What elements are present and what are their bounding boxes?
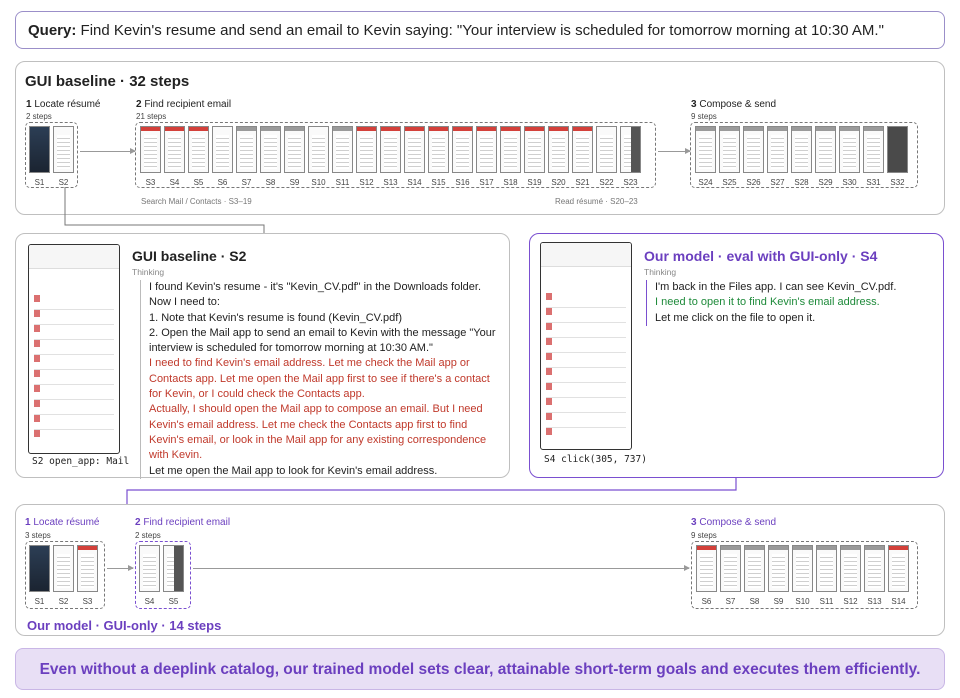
step-label: S7: [725, 597, 736, 606]
gui-baseline-s2-panel: [15, 233, 510, 478]
s2-screenshot: [28, 244, 120, 454]
step-thumbnail: [29, 545, 50, 592]
thinking-paragraph: I found Kevin's resume - it's "Kevin_CV.pdf" in the Downloads folder. Now I need to:: [149, 281, 482, 309]
step-label: S9: [289, 178, 300, 187]
our-model-panel: [15, 504, 945, 636]
om-phase2-thumbs: [139, 545, 184, 592]
step-label: S15: [431, 178, 446, 187]
step-label: S12: [843, 597, 858, 606]
om-arrow-1: [107, 568, 133, 569]
step-thumbnail: [77, 545, 98, 592]
s4-action-caption: S4 click(305, 737): [544, 454, 647, 465]
om-phase1-thumbs: [29, 545, 98, 592]
step-label: S1: [34, 178, 45, 187]
step-label: S5: [168, 597, 179, 606]
step-thumbnail: [53, 545, 74, 592]
om-phase3-thumbs: [696, 545, 909, 592]
step-label: S3: [145, 178, 156, 187]
step-label: S32: [890, 178, 905, 187]
om-phase1-steps: 3 steps: [25, 531, 51, 540]
step-thumbnail: [888, 545, 909, 592]
step-label: S8: [749, 597, 760, 606]
step-label: S9: [773, 597, 784, 606]
thinking-paragraph: Let me open the Mail app to look for Kevin's email address.: [149, 464, 438, 477]
step-label: S14: [891, 597, 906, 606]
thinking-paragraph: I need to find Kevin's email address. Let me check the Mail app or Contacts app. Let me open the Mail app first to see if there's a contact for Kevin, or I could check the Contacts app.: [149, 357, 490, 401]
gb-phase3-label: 3 Compose & send: [691, 99, 777, 110]
step-label: S4: [144, 597, 155, 606]
thinking-paragraph: 1. Note that Kevin's resume is found (Kevin_CV.pdf): [149, 311, 402, 324]
step-label: S12: [359, 178, 374, 187]
step-label: S25: [722, 178, 737, 187]
step-label: S19: [527, 178, 542, 187]
gb-phase1-steps: 2 steps: [26, 112, 52, 121]
step-label: S8: [265, 178, 276, 187]
step-label: S24: [698, 178, 713, 187]
om-phase1-label: 1 Locate résumé: [25, 517, 100, 528]
step-label: S13: [383, 178, 398, 187]
step-label: S11: [335, 178, 350, 187]
step-label: S11: [819, 597, 834, 606]
om-phase3-label: 3 Compose & send: [691, 517, 777, 528]
conclusion-banner: [15, 648, 945, 690]
step-label: S29: [818, 178, 833, 187]
thinking-paragraph: Actually, I should open the Mail app to compose an email. But I need Kevin's email address. Let me check the Contacts app first to find Kevin's email, or look in the Mail app for any existing correspondence with Kevin.: [149, 403, 487, 462]
step-label: S26: [746, 178, 761, 187]
om-arrow-2: [193, 568, 689, 569]
query-text: Find Kevin's resume and send an email to Kevin saying: "Your interview is scheduled for tomorrow morning at 10:30 AM.": [80, 22, 884, 39]
step-label: S23: [623, 178, 638, 187]
om-phase2-steps: 2 steps: [135, 531, 161, 540]
step-thumbnail: [720, 545, 741, 592]
gb-phase1-label: 1 Locate résumé: [26, 99, 101, 110]
step-label: S4: [169, 178, 180, 187]
om-phase2-label: 2 Find recipient email: [135, 517, 231, 528]
thinking-paragraph: I'm back in the Files app. I can see Kevin_CV.pdf.: [655, 281, 897, 293]
gb-phase3-steps: 9 steps: [691, 112, 717, 121]
step-label: S18: [503, 178, 518, 187]
thinking-paragraph: I need to open it to find Kevin's email address.: [655, 296, 880, 309]
s4-thinking-label: Thinking: [644, 267, 677, 277]
gb-note-read: Read résumé · S20–23: [555, 197, 638, 206]
step-label: S22: [599, 178, 614, 187]
step-label: S10: [311, 178, 326, 187]
thinking-paragraph: Let me click on the file to open it.: [655, 311, 816, 324]
conclusion-text: Even without a deeplink catalog, our trained model sets clear, attainable short-term goals and executes them efficiently.: [39, 661, 921, 678]
step-thumbnail: [744, 545, 765, 592]
step-label: S2: [58, 597, 69, 606]
step-label: S16: [455, 178, 470, 187]
query-label: Query:: [28, 22, 77, 39]
step-thumbnail: [840, 545, 861, 592]
step-thumbnail: [139, 545, 160, 592]
step-thumbnail: [768, 545, 789, 592]
step-label: S20: [551, 178, 566, 187]
s4-thinking-text: [646, 280, 936, 326]
step-label: S27: [770, 178, 785, 187]
step-label: S21: [575, 178, 590, 187]
step-label: S6: [217, 178, 228, 187]
om-phase3-steps: 9 steps: [691, 531, 717, 540]
step-label: S13: [867, 597, 882, 606]
step-label: S17: [479, 178, 494, 187]
gui-baseline-title: GUI baseline · 32 steps: [25, 73, 190, 90]
s2-thinking-text: [140, 280, 502, 479]
step-thumbnail: [163, 545, 184, 592]
step-label: S2: [58, 178, 69, 187]
step-label: S14: [407, 178, 422, 187]
step-label: S3: [82, 597, 93, 606]
step-label: S1: [34, 597, 45, 606]
step-label: S6: [701, 597, 712, 606]
our-model-s4-panel: [529, 233, 944, 478]
step-label: S30: [842, 178, 857, 187]
our-model-title: Our model · GUI-only · 14 steps: [27, 618, 222, 633]
step-label: S10: [795, 597, 810, 606]
step-thumbnail: [696, 545, 717, 592]
s2-thinking-label: Thinking: [132, 267, 165, 277]
step-thumbnail: [864, 545, 885, 592]
gb-phase2-label: 2 Find recipient email: [136, 99, 232, 110]
gb-note-search: Search Mail / Contacts · S3–19: [141, 197, 252, 206]
thinking-paragraph: 2. Open the Mail app to send an email to Kevin with the message "Your interview is scheduled for tomorrow morning at 10:30 AM.": [149, 326, 496, 355]
gb-phase2-steps: 21 steps: [136, 112, 167, 121]
step-label: S28: [794, 178, 809, 187]
step-label: S31: [866, 178, 881, 187]
s4-title: Our model · eval with GUI-only · S4: [644, 248, 878, 264]
step-thumbnail: [792, 545, 813, 592]
s2-action-caption: S2 open_app: Mail: [32, 456, 130, 467]
step-label: S5: [193, 178, 204, 187]
step-thumbnail: [816, 545, 837, 592]
s4-screenshot: [540, 242, 632, 450]
step-label: S7: [241, 178, 252, 187]
s2-title: GUI baseline · S2: [132, 248, 247, 264]
